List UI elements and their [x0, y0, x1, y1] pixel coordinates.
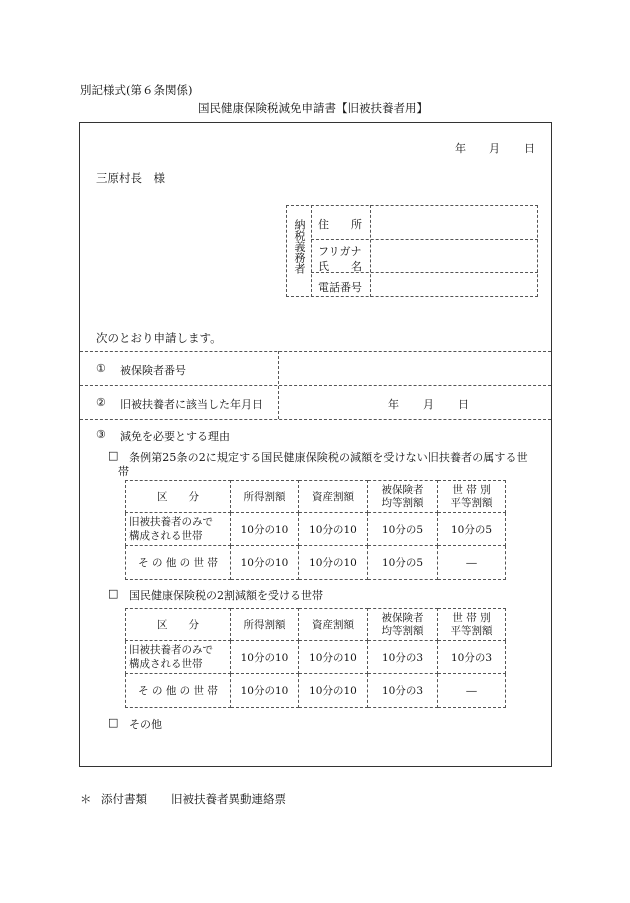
table-cell: 10分の10: [231, 546, 299, 580]
option2-text: 国民健康保険税の2割減額を受ける世帯: [129, 589, 323, 602]
table-cell: 10分の3: [368, 674, 438, 708]
item2-day: 日: [458, 398, 469, 411]
table-cell: 10分の5: [368, 546, 438, 580]
furigana-label: フリガナ: [318, 245, 362, 258]
item2-month: 月: [423, 398, 434, 411]
table-header-cell: 世 帯 別 平等割額: [438, 609, 506, 641]
option2-table: [125, 608, 506, 708]
option1-checkbox[interactable]: □: [108, 449, 119, 462]
table-cell: 10分の10: [299, 674, 368, 708]
taxpayer-divider-h1: [311, 239, 538, 240]
footer-label: 添付書類: [101, 792, 147, 806]
address-label: 住 所: [318, 218, 362, 231]
item-divider-v: [278, 351, 279, 419]
form-label: 別記様式(第６条関係): [80, 83, 193, 97]
item2-year: 年: [388, 398, 399, 411]
page-title: 国民健康保険税減免申請書【旧被扶養者用】: [198, 101, 428, 115]
table-row-label: そ の 他 の 世 帯: [126, 674, 231, 708]
table-cell: 10分の5: [438, 513, 506, 546]
date-year: 年: [455, 142, 466, 155]
table-header-cell: 被保険者 均等割額: [368, 609, 438, 641]
taxpayer-side-label: 納税義務者: [293, 219, 306, 274]
table-row-label: 旧被扶養者のみで 構成される世帯: [126, 513, 231, 546]
table-header-cell: 資産割額: [299, 609, 368, 641]
item1-number: ①: [96, 362, 106, 375]
intro-text: 次のとおり申請します。: [96, 331, 222, 345]
footer-mark: ＊: [80, 792, 92, 806]
table-cell: 10分の10: [299, 513, 368, 546]
table-cell: 10分の10: [231, 513, 299, 546]
option1-text: 条例第25条の2に規定する国民健康保険税の減額を受けない旧扶養者の属する世: [129, 451, 528, 464]
table-header-cell: 所得割額: [231, 481, 299, 513]
item1-label: 被保険者番号: [120, 364, 186, 377]
table-header-cell: 所得割額: [231, 609, 299, 641]
taxpayer-divider-v1: [311, 205, 312, 297]
table-cell: 10分の10: [231, 674, 299, 708]
addressee: 三原村長 様: [96, 171, 165, 185]
table-header-cell: 世 帯 別 平等割額: [438, 481, 506, 513]
table-header-cell: 被保険者 均等割額: [368, 481, 438, 513]
table-cell: 10分の10: [299, 641, 368, 674]
item3-number: ③: [96, 428, 106, 441]
date-month: 月: [489, 142, 500, 155]
table-cell: 10分の3: [438, 641, 506, 674]
separator-3: [80, 419, 551, 420]
table-header-cell: 資産割額: [299, 481, 368, 513]
footer-value: 旧被扶養者異動連絡票: [171, 792, 286, 806]
table-cell: 10分の3: [368, 641, 438, 674]
option3-checkbox[interactable]: □: [108, 716, 119, 729]
option1-text-cont: 帯: [118, 465, 129, 478]
table-row-label: そ の 他 の 世 帯: [126, 546, 231, 580]
item2-label: 旧被扶養者に該当した年月日: [120, 398, 263, 411]
item3-label: 減免を必要とする理由: [120, 430, 230, 443]
table-header-cell: 区 分: [126, 481, 231, 513]
table-header-cell: 区 分: [126, 609, 231, 641]
item2-number: ②: [96, 396, 106, 409]
table-cell: 10分の10: [231, 641, 299, 674]
option1-table: [125, 480, 506, 580]
phone-label: 電話番号: [318, 281, 362, 294]
separator-2: [80, 385, 551, 386]
table-cell: 10分の10: [299, 546, 368, 580]
date-day: 日: [524, 142, 535, 155]
table-cell: ―: [438, 546, 506, 580]
option3-text: その他: [129, 718, 162, 731]
name-label: 氏 名: [318, 260, 362, 273]
table-cell: ―: [438, 674, 506, 708]
separator-1: [80, 351, 551, 352]
option2-checkbox[interactable]: □: [108, 587, 119, 600]
taxpayer-divider-v2: [370, 205, 371, 297]
table-row-label: 旧被扶養者のみで 構成される世帯: [126, 641, 231, 674]
table-cell: 10分の5: [368, 513, 438, 546]
